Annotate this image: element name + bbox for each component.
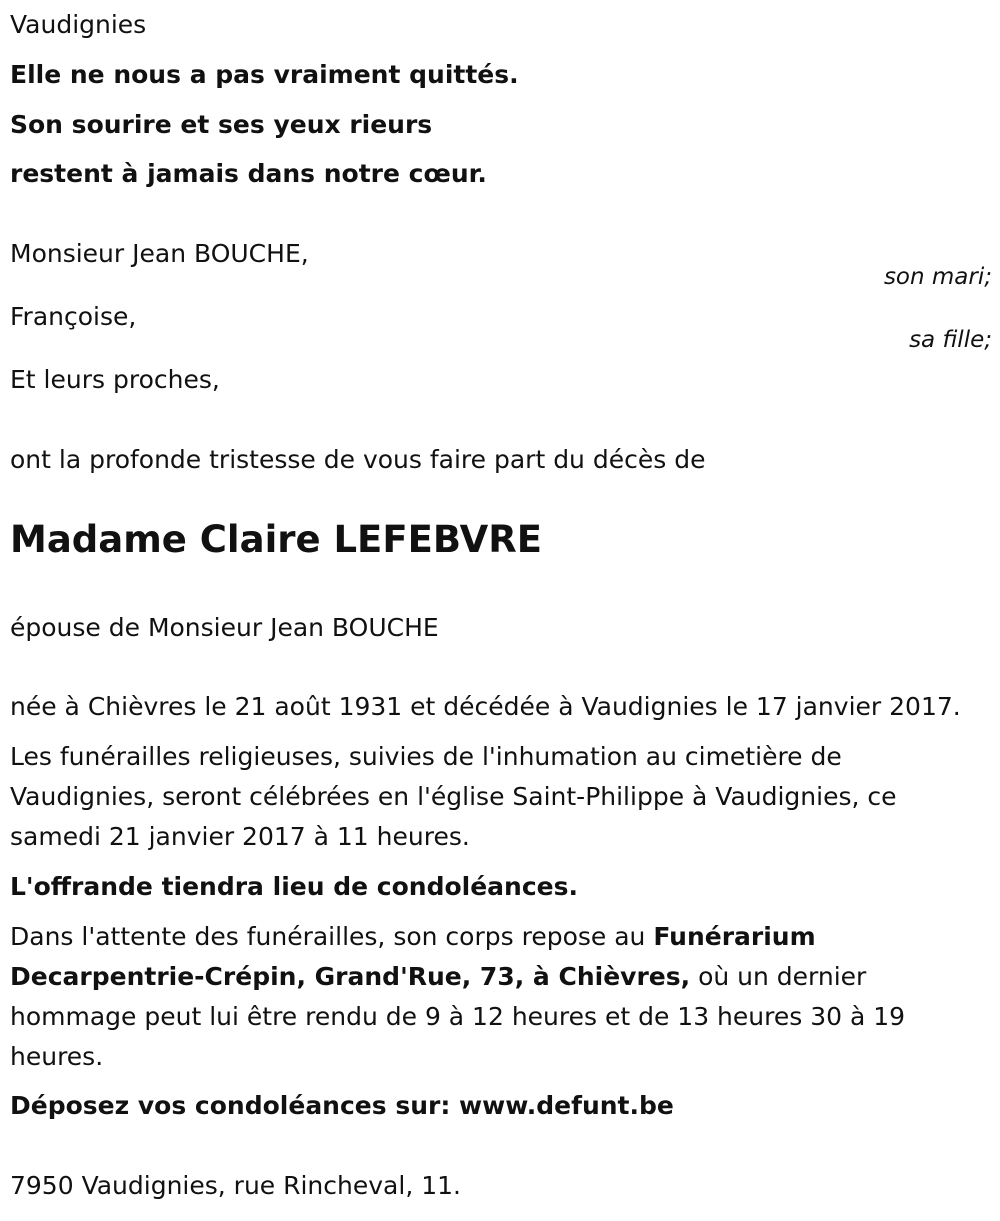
- location-heading: Vaudignies: [10, 10, 147, 39]
- condolences-line: Déposez vos condoléances sur: www.defunt.be: [10, 1091, 674, 1120]
- address-line: 7950 Vaudignies, rue Rincheval, 11.: [10, 1171, 461, 1200]
- family-member-role-2: sa fille;: [909, 327, 992, 353]
- visitation-suffix: où un dernier hommage peut lui être rendu de 9 à 12 heures et de 13 heures 30 à 19 heures.: [10, 962, 906, 1071]
- birth-death-line: née à Chièvres le 21 août 1931 et décédée à Vaudignies le 17 janvier 2017.: [10, 692, 961, 721]
- epitaph-line-1: Elle ne nous a pas vraiment quittés.: [10, 60, 519, 89]
- offering-line: L'offrande tiendra lieu de condoléances.: [10, 872, 578, 901]
- family-member-role-1: son mari;: [883, 264, 992, 290]
- visitation-paragraph: [10, 917, 985, 1077]
- family-member-name-3: Et leurs proches,: [10, 365, 220, 394]
- spouse-line: épouse de Monsieur Jean BOUCHE: [10, 613, 439, 642]
- announcement-text: ont la profonde tristesse de vous faire part du décès de: [10, 445, 706, 474]
- family-member-name-2: Françoise,: [10, 302, 137, 331]
- visitation-prefix: Dans l'attente des funérailles, son corps repose au: [10, 922, 654, 951]
- deceased-name: Madame Claire LEFEBVRE: [10, 518, 542, 561]
- funeral-home-address: Funérarium Decarpentrie-Crépin, Grand'Rue, 73, à Chièvres,: [10, 922, 816, 991]
- epitaph-line-2: Son sourire et ses yeux rieurs: [10, 110, 433, 139]
- epitaph-line-3: restent à jamais dans notre cœur.: [10, 159, 487, 188]
- family-member-name-1: Monsieur Jean BOUCHE,: [10, 239, 309, 268]
- funeral-paragraph: Les funérailles religieuses, suivies de l'inhumation au cimetière de Vaudignies, seront célébrées en l'église Saint-Philippe à Vaudignies, ce samedi 21 janvier 2017 à 11 heures.: [10, 742, 897, 851]
